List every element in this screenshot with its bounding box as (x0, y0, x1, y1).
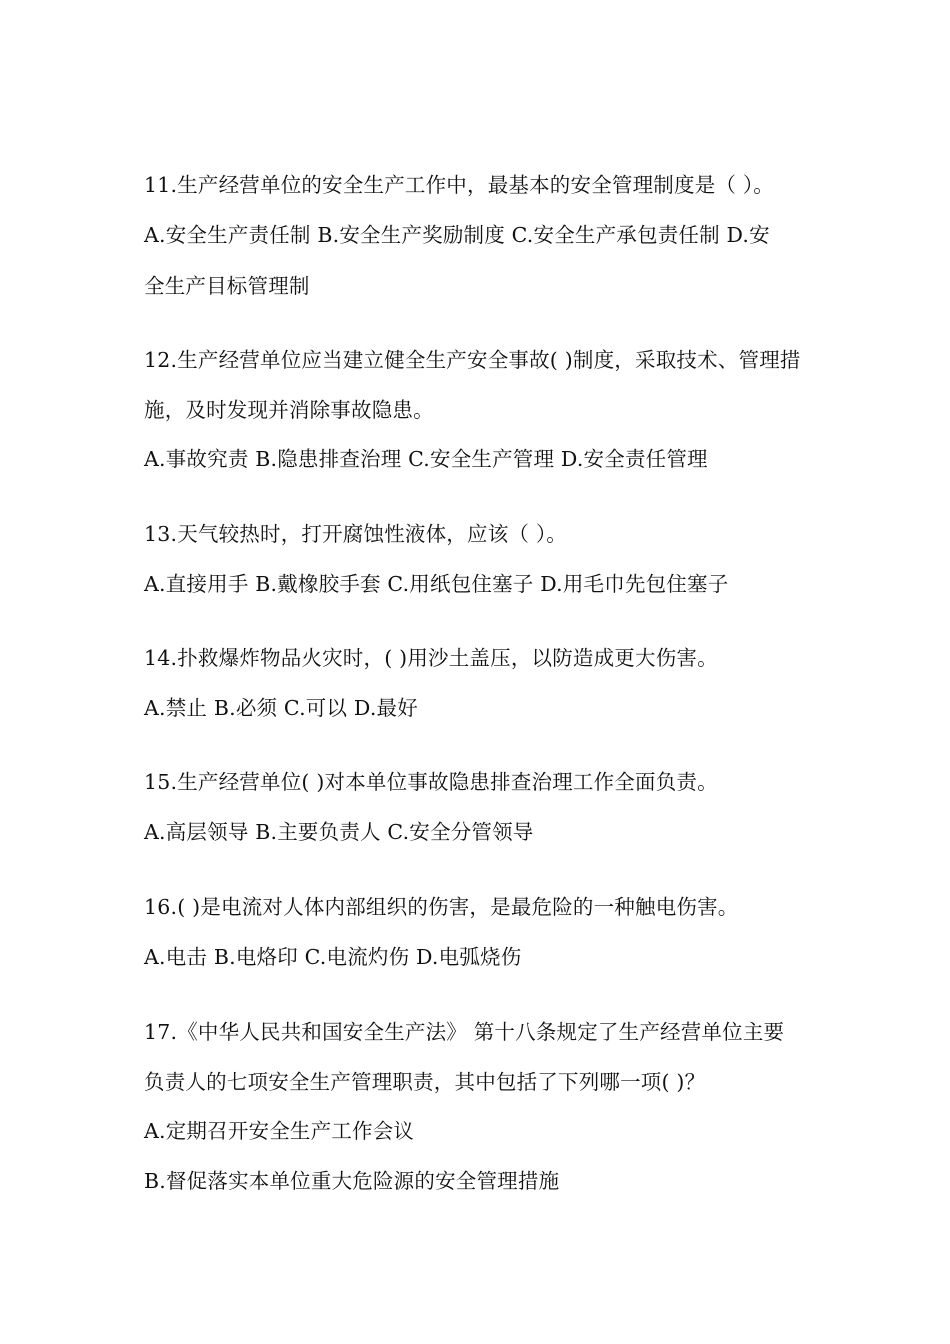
question-12-stem-cont: 施，及时发现并消除事故隐患。 (144, 398, 434, 422)
question-13-stem: 13.天气较热时，打开腐蚀性液体，应该（ ）。 (144, 522, 567, 546)
question-15-stem: 15.生产经营单位( )对本单位事故隐患排查治理工作全面负责。 (144, 770, 718, 794)
question-17-option-a: A.定期召开安全生产工作会议 (144, 1119, 415, 1143)
question-12-options: A.事故究责 B.隐患排查治理 C.安全生产管理 D.安全责任管理 (144, 447, 708, 471)
question-11-stem: 11.生产经营单位的安全生产工作中，最基本的安全管理制度是（ ）。 (144, 173, 774, 197)
question-17-stem: 17.《中华人民共和国安全生产法》 第十八条规定了生产经营单位主要 (144, 1020, 785, 1044)
question-16-stem: 16.( )是电流对人体内部组织的伤害，是最危险的一种触电伤害。 (144, 895, 739, 919)
question-16-options: A.电击 B.电烙印 C.电流灼伤 D.电弧烧伤 (144, 945, 522, 969)
question-17-stem-cont: 负责人的七项安全生产管理职责，其中包括了下列哪一项( )？ (144, 1070, 706, 1094)
question-12-stem: 12.生产经营单位应当建立健全生产安全事故( )制度，采取技术、管理措 (144, 348, 801, 372)
question-14-options: A.禁止 B.必须 C.可以 D.最好 (144, 696, 418, 720)
question-11-options-cont: 全生产目标管理制 (144, 274, 310, 298)
question-11-options: A.安全生产责任制 B.安全生产奖励制度 C.安全生产承包责任制 D.安 (144, 223, 770, 247)
question-13-options: A.直接用手 B.戴橡胶手套 C.用纸包住塞子 D.用毛巾先包住塞子 (144, 572, 729, 596)
question-15-options: A.高层领导 B.主要负责人 C.安全分管领导 (144, 820, 534, 844)
question-14-stem: 14.扑救爆炸物品火灾时，( )用沙土盖压，以防造成更大伤害。 (144, 646, 718, 670)
question-17-option-b: B.督促落实本单位重大危险源的安全管理措施 (144, 1169, 560, 1193)
